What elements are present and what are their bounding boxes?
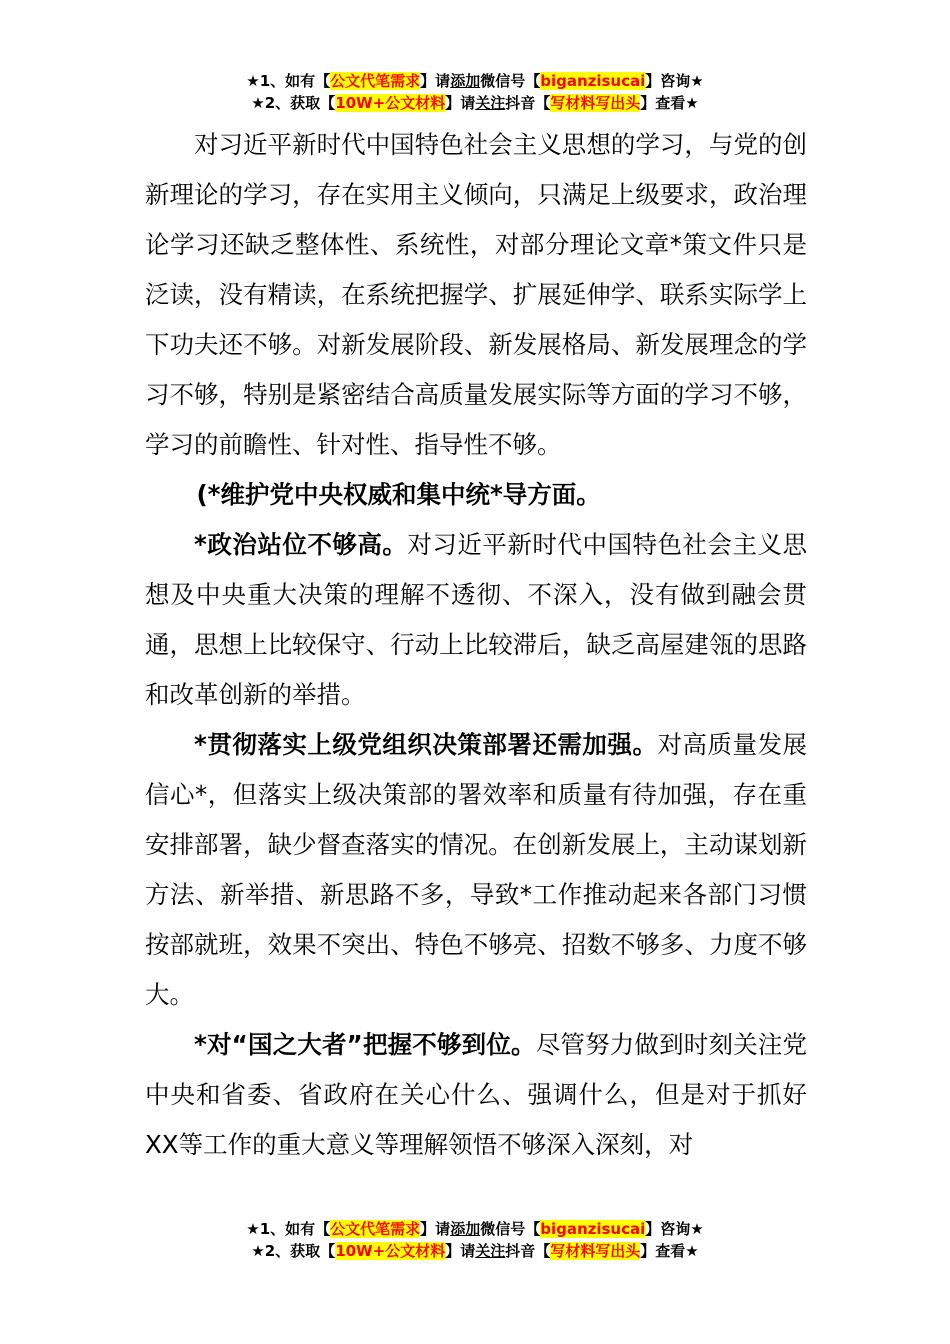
paragraph-implementation: *贯彻落实上级党组织决策部署还需加强。对高质量发展信心*，但落实上级决策部的署效率和质量有待加强，存在重安排部署，缺少督查落实的情况。在创新发展上，主动谋划新方法、新举措、新思路不多，导致*工作推动起来各部门习惯按部就班，效果不突出、特色不够亮、招数不够多、力度不够大。 — [145, 730, 808, 1009]
paragraph-lead: *政治站位不够高。 — [194, 530, 408, 559]
paragraph-national-priorities: *对“国之大者”把握不够到位。尽管努力做到时刻关注党中央和省委、省政府在关心什么、强调什么，但是对于抓好XX等工作的重大意义等理解领悟不够深入深刻，对 — [145, 1030, 808, 1159]
highlight-wechat-id: biganzisucai — [540, 1220, 646, 1238]
highlight-service: 公文代笔需求 — [330, 72, 421, 90]
paragraph-lead: *对“国之大者”把握不够到位。 — [194, 1030, 536, 1059]
highlight-materials: 10W+公文材料 — [335, 1242, 446, 1260]
banner-line-1: ★1、如有【公文代笔需求】请添加微信号【biganzisucai】咨询★ — [246, 72, 704, 90]
paragraph-study: 对习近平新时代中国特色社会主义思想的学习，与党的创新理论的学习，存在实用主义倾向，只满足上级要求，政治理论学习还缺乏整体性、系统性，对部分理论文章*策文件只是泛读，没有精读，在系统把握学、扩展延伸学、联系实际学上下功夫还不够。对新发展阶段、新发展格局、新发展理念的学习不够，特别是紧密结合高质量发展实际等方面的学习不够，学习的前瞻性、针对性、指导性不够。 — [145, 130, 807, 459]
top-banner — [0, 70, 950, 114]
paragraph-lead: *贯彻落实上级党组织决策部署还需加强。 — [194, 730, 658, 759]
banner-line-1: ★1、如有【公文代笔需求】请添加微信号【biganzisucai】咨询★ — [246, 1220, 704, 1238]
highlight-douyin-account: 写材料写出头 — [550, 1242, 641, 1260]
bottom-banner — [0, 1218, 950, 1262]
banner-line-2: ★2、获取【10W+公文材料】请关注抖音【写材料写出头】查看★ — [251, 94, 699, 112]
banner-line-2: ★2、获取【10W+公文材料】请关注抖音【写材料写出头】查看★ — [251, 1242, 699, 1260]
paragraph-political-stance: *政治站位不够高。对习近平新时代中国特色社会主义思想及中央重大决策的理解不透彻、不深入，没有做到融会贯通，思想上比较保守、行动上比较滞后，缺乏高屋建瓴的思路和改革创新的举措。 — [145, 530, 808, 709]
highlight-wechat-id: biganzisucai — [540, 72, 646, 90]
highlight-materials: 10W+公文材料 — [335, 94, 446, 112]
document-body — [145, 120, 807, 1170]
highlight-douyin-account: 写材料写出头 — [550, 94, 641, 112]
section-heading: (*维护党中央权威和集中统*导方面。 — [196, 480, 601, 509]
highlight-service: 公文代笔需求 — [330, 1220, 421, 1238]
